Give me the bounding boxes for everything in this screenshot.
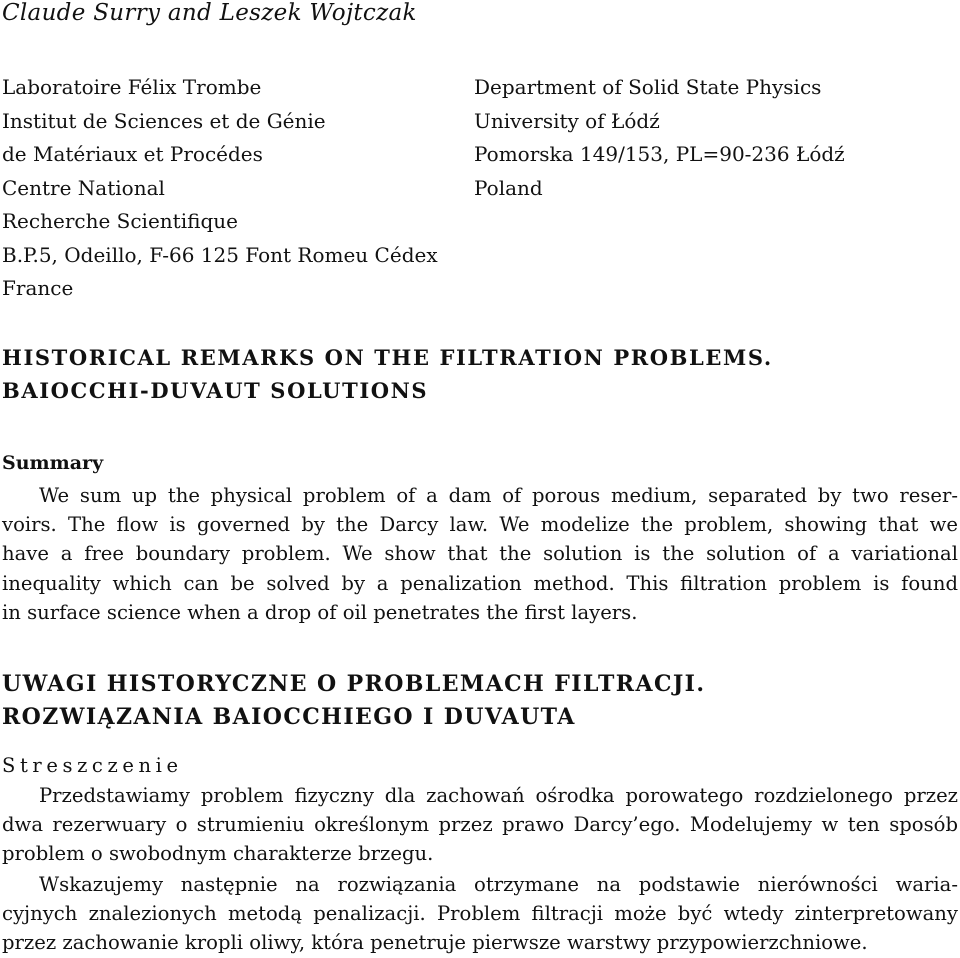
polish-line: Przedstawiamy problem fizyczny dla zachowań ośrodka porowatego rozdzielonego przez <box>39 784 958 807</box>
authors: Claude Surry and Leszek Wojtczak <box>2 0 417 26</box>
summary-heading: Summary <box>2 452 104 474</box>
title-polish <box>2 668 705 734</box>
polish-paragraph-1 <box>2 781 958 869</box>
polish-line: Wskazujemy następnie na rozwiązania otrzymane na podstawie nierówności waria- <box>39 873 958 896</box>
affiliation-left-line: B.P.5, Odeillo, F-66 125 Font Romeu Cédex <box>2 242 438 267</box>
affiliation-left-line: Institut de Sciences et de Génie <box>2 108 326 133</box>
polish-paragraph-2 <box>2 870 958 958</box>
summary-line: We sum up the physical problem of a dam of porous medium, separated by two reser- <box>39 484 958 507</box>
summary-line: inequality which can be solved by a penalization method. This filtration problem is found <box>2 571 958 595</box>
affiliation-left-line: Recherche Scientifique <box>2 209 238 233</box>
affiliation-left-line: de Matériaux et Procédes <box>2 142 263 166</box>
affiliation-left-line: Laboratoire Félix Trombe <box>2 75 262 99</box>
affiliation-left-line: France <box>2 276 74 300</box>
polish-line: przez zachowanie kropli oliwy, która penetruje pierwsze warstwy przypowierzchniowe. <box>2 931 868 955</box>
affiliation-right-line: Department of Solid State Physics <box>474 75 822 99</box>
title-english-line: HISTORICAL REMARKS ON THE FILTRATION PROBLEMS. <box>2 345 773 370</box>
polish-line: problem o swobodnym charakterze brzegu. <box>2 842 434 866</box>
polish-line: cyjnych znalezionych metodą penalizacji. Problem filtracji może być wtedy zinterpretowany <box>2 902 958 926</box>
summary-line: voirs. The flow is governed by the Darcy law. We modelize the problem, showing that we <box>2 513 958 537</box>
affiliation-right <box>474 71 845 205</box>
title-english <box>2 341 773 407</box>
title-polish-line: UWAGI HISTORYCZNE O PROBLEMACH FILTRACJI. <box>2 671 706 697</box>
affiliation-left <box>2 71 438 306</box>
summary-line: in surface science when a drop of oil penetrates the first layers. <box>2 600 638 624</box>
title-english-line: BAIOCCHI-DUVAUT SOLUTIONS <box>2 378 429 403</box>
title-polish-line: ROZWIĄZANIA BAIOCCHIEGO I DUVAUTA <box>2 704 576 730</box>
summary-paragraph <box>2 481 958 627</box>
streszczenie-heading: Streszczenie <box>2 754 183 777</box>
affiliation-right-line: Pomorska 149/153, PL=90-236 Łódź <box>474 142 845 166</box>
affiliation-right-line: Poland <box>474 175 543 200</box>
summary-line: have a free boundary problem. We show that the solution is the solution of a variational <box>2 542 958 566</box>
affiliation-right-line: University of Łódź <box>474 108 660 133</box>
affiliation-left-line: Centre National <box>2 175 165 200</box>
polish-line: dwa rezerwuary o strumieniu określonym przez prawo Darcy’ego. Modelujemy w ten sposób <box>2 813 958 837</box>
